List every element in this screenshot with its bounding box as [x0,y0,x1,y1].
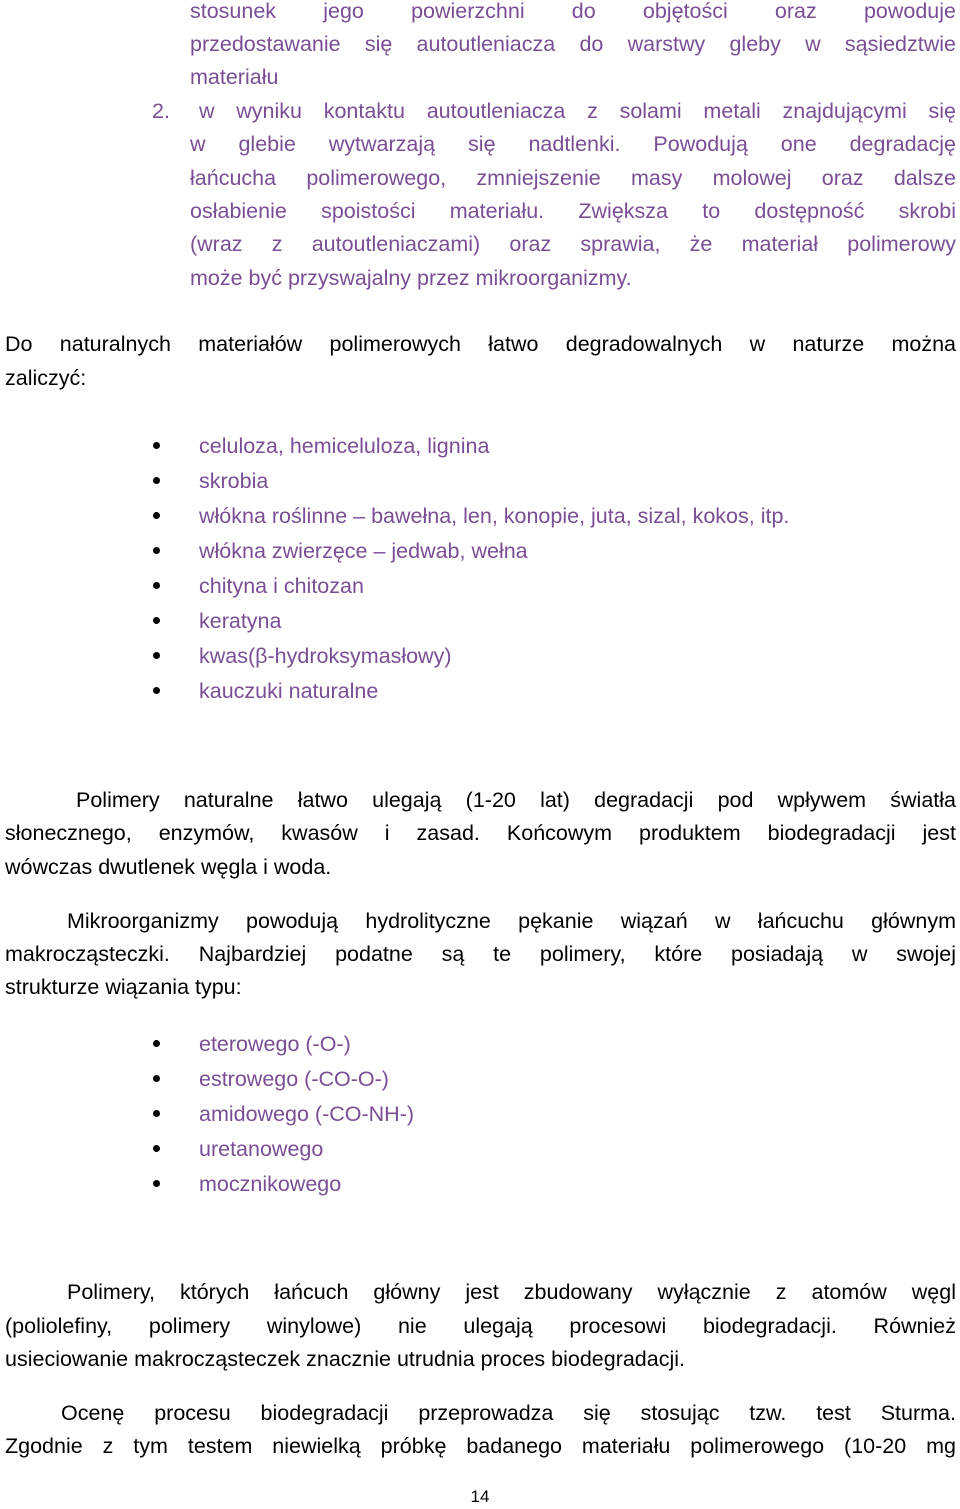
paragraph-carbon-chain-line-2: (poliolefiny, polimery winylowe) nie ulegają procesowi biodegradacji. Również [5,1314,956,1338]
bullet-icon [153,1075,160,1082]
list-item-2-line-1: w wyniku kontaktu autoutleniacza z solami metali znajdującymi się [199,99,956,123]
list-item-2-line-5: (wraz z autoutleniaczami) oraz sprawia, że materiał polimerowy [190,232,956,256]
bullet-icon [153,547,160,554]
paragraph-microorganisms-line-2: makrocząsteczki. Najbardziej podatne są te polimery, które posiadają w swojej [5,942,956,966]
list-item-2-line-4: osłabienie spoistości materiału. Zwiększa to dostępność skrobi [190,199,956,223]
list-item-2-line-6: może być przyswajalny przez mikroorganizmy. [190,266,632,290]
page-number: 14 [470,1487,490,1506]
bullet-icon [153,652,160,659]
list-item-2-line-3: łańcucha polimerowego, zmniejszenie masy molowej oraz dalsze [190,166,956,190]
list-item: uretanowego [199,1137,324,1161]
bullet-icon [153,512,160,519]
list-item: kauczuki naturalne [199,679,379,703]
paragraph-carbon-chain-line-3: usieciowanie makrocząsteczek znacznie utrudnia proces biodegradacji. [5,1347,686,1371]
list-item: keratyna [199,609,282,633]
bullet-icon [153,1180,160,1187]
bullet-icon [153,582,160,589]
paragraph-degradation-line-2: słonecznego, enzymów, kwasów i zasad. Końcowym produktem biodegradacji jest [5,821,956,845]
bullet-icon [153,477,160,484]
list-item-2-number: 2. [152,99,170,123]
bullet-icon [153,617,160,624]
paragraph-microorganisms-line-1: Mikroorganizmy powodują hydrolityczne pękanie wiązań w łańcuchu głównym [67,909,956,933]
paragraph-degradation-line-1: Polimery naturalne łatwo ulegają (1-20 lat) degradacji pod wpływem światła [76,788,956,812]
list-item-1-line-2: przedostawanie się autoutleniacza do warstwy gleby w sąsiedztwie [190,32,956,56]
bullet-icon [153,1110,160,1117]
list-item: włókna roślinne – bawełna, len, konopie, juta, sizal, kokos, itp. [199,504,790,528]
bullet-icon [153,442,160,449]
list-item-1-line-1: stosunek jego powierzchni do objętości oraz powoduje [190,0,956,23]
list-item: włókna zwierzęce – jedwab, wełna [199,539,528,563]
paragraph-sturm-line-1: Ocenę procesu biodegradacji przeprowadza się stosując tzw. test Sturma. [61,1401,956,1425]
paragraph-natural-line-1: Do naturalnych materiałów polimerowych łatwo degradowalnych w naturze można [5,332,956,356]
bullet-icon [153,1145,160,1152]
list-item-1-line-3: materiału [190,65,279,89]
bullet-icon [153,687,160,694]
list-item: estrowego (-CO-O-) [199,1067,389,1091]
list-item: mocznikowego [199,1172,342,1196]
paragraph-natural-line-2: zaliczyć: [5,366,87,390]
paragraph-carbon-chain-line-1: Polimery, których łańcuch główny jest zbudowany wyłącznie z atomów węgl [67,1280,956,1304]
paragraph-microorganisms-line-3: strukturze wiązania typu: [5,975,242,999]
list-item: chityna i chitozan [199,574,364,598]
list-item: kwas(β-hydroksymasłowy) [199,644,452,668]
paragraph-sturm-line-2: Zgodnie z tym testem niewielką próbkę badanego materiału polimerowego (10-20 mg [5,1434,956,1458]
list-item: amidowego (-CO-NH-) [199,1102,415,1126]
list-item-2-line-2: w glebie wytwarzają się nadtlenki. Powodują one degradację [190,132,956,156]
bullet-icon [153,1040,160,1047]
list-item: celuloza, hemiceluloza, lignina [199,434,490,458]
list-item: eterowego (-O-) [199,1032,351,1056]
paragraph-degradation-line-3: wówczas dwutlenek węgla i woda. [5,855,332,879]
list-item: skrobia [199,469,269,493]
